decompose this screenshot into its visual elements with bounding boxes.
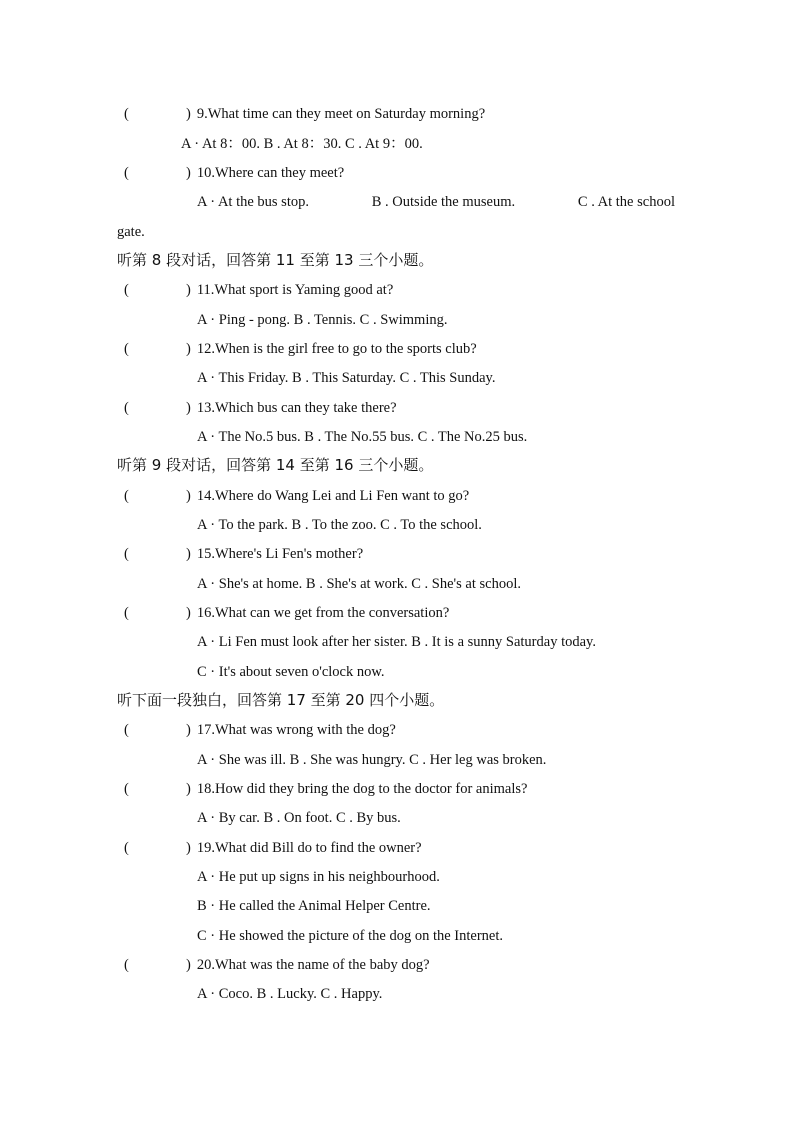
section-heading-8: 听第 8 段对话，回答第 11 至第 13 三个小题。 [117,251,434,269]
answer-paren-close: ) [186,165,191,181]
question-text: 18.How did they bring the dog to the doctor for animals? [196,781,528,797]
question-18 [124,780,527,798]
option-19-a: A · He put up signs in his neighbourhood. [197,869,440,885]
answer-paren-close: ) [186,957,191,973]
answer-paren-open: ( [124,341,129,357]
answer-paren-open: ( [124,282,129,298]
answer-paren-close: ) [186,605,191,621]
options-20: A · Coco. B . Lucky. C . Happy. [197,986,383,1002]
option-continuation: gate. [117,224,145,240]
option-19-b: B · He called the Animal Helper Centre. [197,898,431,914]
options-18: A · By car. B . On foot. C . By bus. [197,810,401,826]
options-12: A · This Friday. B . This Saturday. C . This Sunday. [197,370,496,386]
question-16 [124,604,449,622]
question-20 [124,956,430,974]
question-text: 11.What sport is Yaming good at? [196,282,394,298]
answer-paren-close: ) [186,840,191,856]
question-text: 10.Where can they meet? [196,165,345,181]
options-13: A · The No.5 bus. B . The No.55 bus. C . The No.25 bus. [197,429,528,445]
question-text: 19.What did Bill do to find the owner? [196,840,422,856]
options-16-c: C · It's about seven o'clock now. [197,664,385,680]
option-19-c: C · He showed the picture of the dog on the Internet. [197,928,504,944]
question-text: 9.What time can they meet on Saturday morning? [196,106,486,122]
answer-paren-open: ( [124,957,129,973]
question-10 [124,164,344,182]
question-text: 16.What can we get from the conversation? [196,605,450,621]
option-b: B . Outside the museum. [371,194,516,210]
question-text: 12.When is the girl free to go to the sports club? [196,341,477,357]
answer-paren-open: ( [124,840,129,856]
question-text: 15.Where's Li Fen's mother? [196,546,364,562]
options-11: A · Ping - pong. B . Tennis. C . Swimming. [197,312,448,328]
question-14 [124,487,469,505]
question-13 [124,399,397,417]
question-text: 13.Which bus can they take there? [196,400,397,416]
question-9 [124,105,485,123]
answer-paren-open: ( [124,400,129,416]
answer-paren-open: ( [124,546,129,562]
question-text: 20.What was the name of the baby dog? [196,957,430,973]
answer-paren-open: ( [124,106,129,122]
options-15: A · She's at home. B . She's at work. C . She's at school. [197,576,521,592]
answer-paren-close: ) [186,106,191,122]
answer-paren-close: ) [186,488,191,504]
question-11 [124,281,393,299]
question-12 [124,340,477,358]
options-14: A · To the park. B . To the zoo. C . To the school. [197,517,482,533]
answer-paren-close: ) [186,282,191,298]
question-text: 14.Where do Wang Lei and Li Fen want to go? [196,488,470,504]
answer-paren-open: ( [124,781,129,797]
options-9: A · At 8：00. B . At 8：30. C . At 9：00. [181,136,423,152]
option-a: A · At the bus stop. [197,194,309,210]
answer-paren-open: ( [124,722,129,738]
answer-paren-close: ) [186,781,191,797]
options-17: A · She was ill. B . She was hungry. C . Her leg was broken. [197,752,547,768]
answer-paren-open: ( [124,165,129,181]
question-19 [124,839,422,857]
options-10 [197,193,675,211]
answer-paren-open: ( [124,488,129,504]
question-text: 17.What was wrong with the dog? [196,722,396,738]
option-c: C . At the school [577,194,675,210]
options-16-ab: A · Li Fen must look after her sister. B . It is a sunny Saturday today. [197,634,596,650]
answer-paren-open: ( [124,605,129,621]
section-heading-9: 听第 9 段对话，回答第 14 至第 16 三个小题。 [117,456,434,474]
answer-paren-close: ) [186,341,191,357]
answer-paren-close: ) [186,400,191,416]
question-15 [124,545,363,563]
answer-paren-close: ) [186,722,191,738]
answer-paren-close: ) [186,546,191,562]
section-heading-monologue: 听下面一段独白，回答第 17 至第 20 四个小题。 [117,691,445,709]
question-17 [124,721,396,739]
